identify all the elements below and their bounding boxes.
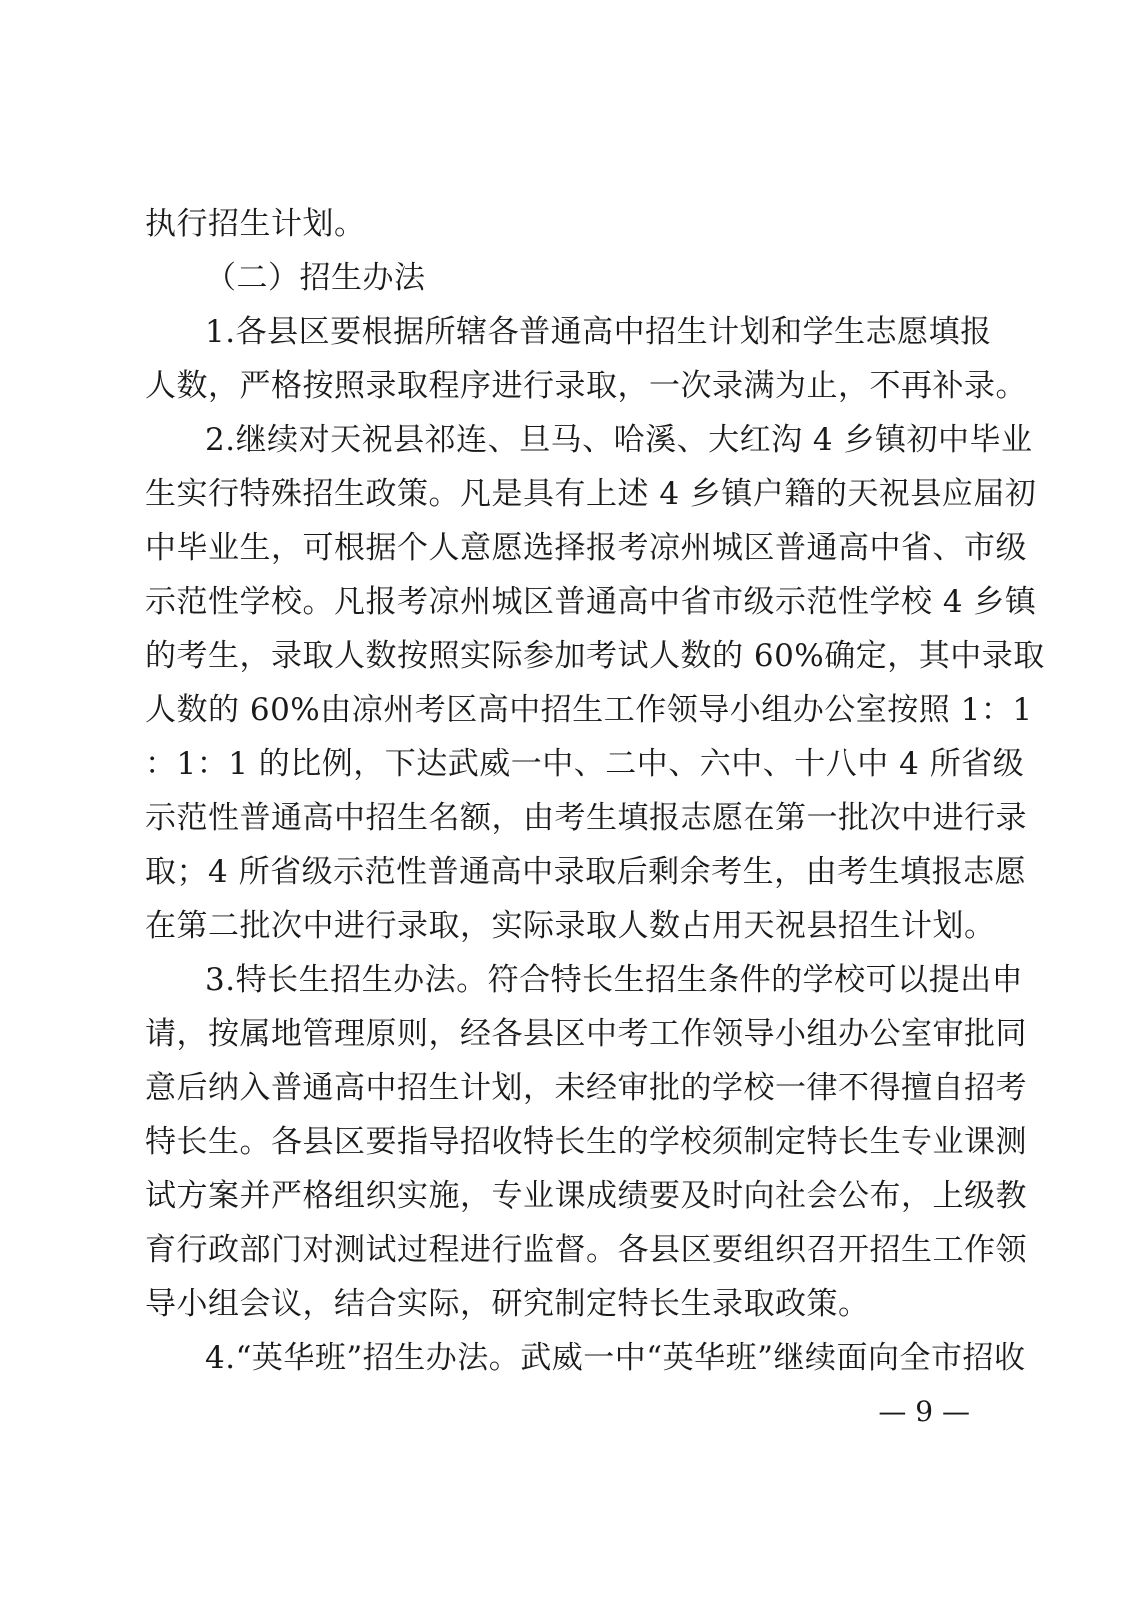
paragraph-line: 在第二批次中进行录取，实际录取人数占用天祝县招生计划。 (145, 908, 996, 944)
paragraph-line: 示范性普通高中招生名额，由考生填报志愿在第一批次中进行录 (145, 800, 1027, 836)
paragraph-line: 的考生，录取人数按照实际参加考试人数的 60%确定，其中录取 (145, 638, 1045, 674)
paragraph-line: 3.特长生招生办法。符合特长生招生条件的学校可以提出申 (205, 962, 1024, 998)
paragraph-line: 导小组会议，结合实际，研究制定特长生录取政策。 (145, 1286, 870, 1322)
page-number: — 9 — (878, 1395, 970, 1428)
paragraph-line: 育行政部门对测试过程进行监督。各县区要组织召开招生工作领 (145, 1232, 1027, 1268)
paragraph-line: 请，按属地管理原则，经各县区中考工作领导小组办公室审批同 (145, 1016, 1027, 1052)
paragraph-line: 生实行特殊招生政策。凡是具有上述 4 乡镇户籍的天祝县应届初 (145, 476, 1037, 512)
paragraph-line: 1.各县区要根据所辖各普通高中招生计划和学生志愿填报 (205, 314, 992, 350)
section-heading: （二）招生办法 (205, 260, 426, 296)
paragraph-line: 取；4 所省级示范性普通高中录取后剩余考生，由考生填报志愿 (145, 854, 1027, 890)
paragraph-line: ：1：1 的比例，下达武威一中、二中、六中、十八中 4 所省级 (145, 746, 1025, 782)
paragraph-line: 示范性学校。凡报考凉州城区普通高中省市级示范性学校 4 乡镇 (145, 584, 1037, 620)
paragraph-line: 试方案并严格组织实施，专业课成绩要及时向社会公布，上级教 (145, 1178, 1027, 1214)
paragraph-line: 特长生。各县区要指导招收特长生的学校须制定特长生专业课测 (145, 1124, 1027, 1160)
paragraph-line: 中毕业生，可根据个人意愿选择报考凉州城区普通高中省、市级 (145, 530, 1027, 566)
paragraph-line: 意后纳入普通高中招生计划，未经审批的学校一律不得擅自招考 (145, 1070, 1027, 1106)
paragraph-line: 4.“英华班”招生办法。武威一中“英华班”继续面向全市招收 (205, 1340, 1026, 1376)
paragraph-line: 人数的 60%由凉州考区高中招生工作领导小组办公室按照 1：1 (145, 692, 1033, 728)
text-line: 执行招生计划。 (145, 206, 366, 242)
paragraph-line: 人数，严格按照录取程序进行录取，一次录满为止，不再补录。 (145, 368, 1027, 404)
paragraph-line: 2.继续对天祝县祁连、旦马、哈溪、大红沟 4 乡镇初中毕业 (205, 422, 1033, 458)
